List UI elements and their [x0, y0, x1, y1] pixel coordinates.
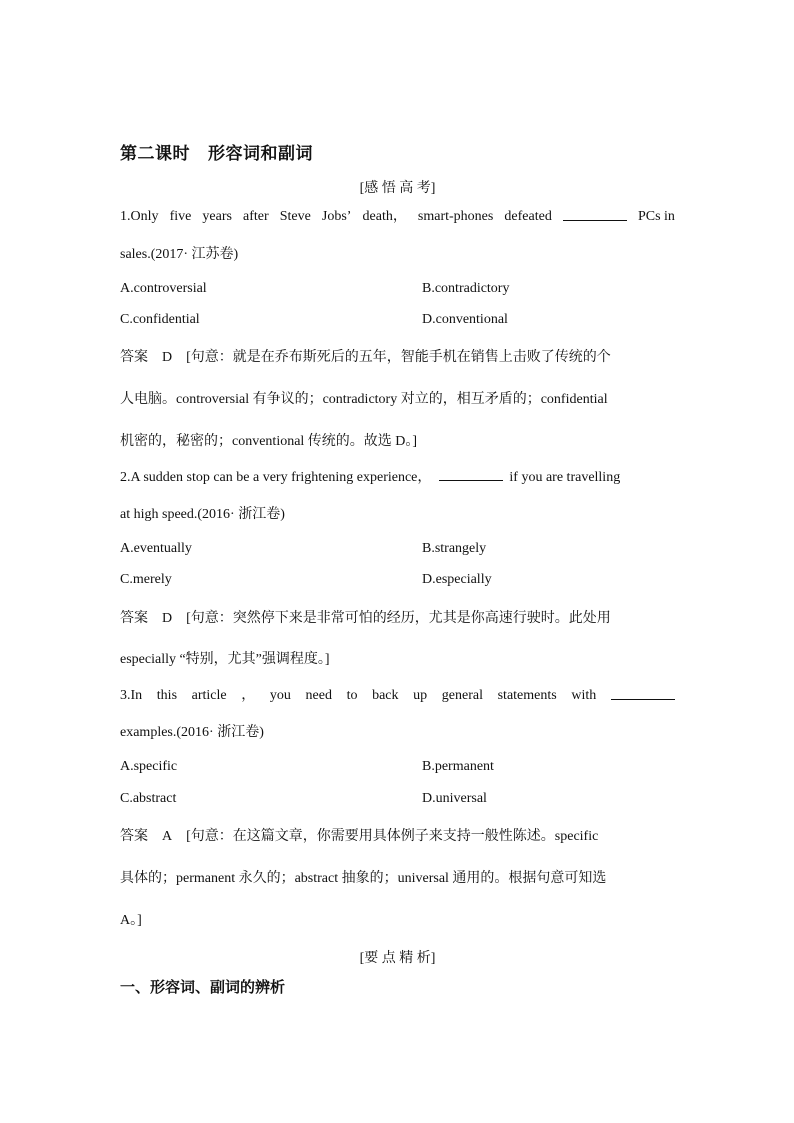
- q1-option-c: C.confidential: [120, 312, 200, 327]
- section-heading-exam: [感 悟 高 考]: [359, 181, 436, 196]
- answer-letter: D: [162, 350, 173, 365]
- question-1-line-1: 1.Only five years after Steve Jobs’ death， smart-phones defeated PCs in: [120, 209, 675, 224]
- question-1-line-2: sales.(2017· 江苏卷): [120, 247, 239, 262]
- q2-explanation-line-2: especially “特别，尤其”强调程度。]: [120, 652, 330, 667]
- question-2-line-2: at high speed.(2016· 浙江卷): [120, 507, 285, 522]
- q1-answer-line-1: 答案 D [句意：就是在乔布斯死后的五年，智能手机在销售上击败了传统的个: [120, 350, 611, 365]
- answer-letter: A: [162, 829, 173, 844]
- question-3-line-1: 3.In this article ， you need to back up general statements with: [120, 687, 675, 705]
- q2-option-d: D.especially: [422, 572, 492, 587]
- q2-option-b: B.strangely: [422, 541, 487, 556]
- q1-option-d: D.conventional: [422, 312, 508, 327]
- q3-explanation-line-3: A。]: [120, 913, 142, 928]
- q1-explanation-line-3: 机密的，秘密的；conventional 传统的。故选 D。]: [120, 434, 418, 449]
- q1-option-a: A.controversial: [120, 281, 207, 296]
- q3-answer-line-1: 答案 A [句意：在这篇文章，你需要用具体例子来支持一般性陈述。specific: [120, 829, 599, 844]
- q3-option-a: A.specific: [120, 759, 178, 774]
- question-2-line-1: 2.A sudden stop can be a very frightening experience， if you are travelling: [120, 470, 621, 485]
- lesson-topic: 形容词和副词: [208, 144, 313, 163]
- q2-answer-line-1: 答案 D [句意：突然停下来是非常可怕的经历，尤其是你高速行驶时。此处用: [120, 611, 611, 626]
- answer-label: 答案: [120, 611, 148, 626]
- q2-option-a: A.eventually: [120, 541, 192, 556]
- q3-option-d: D.universal: [422, 791, 487, 806]
- q2-option-c: C.merely: [120, 572, 172, 587]
- q3-option-c: C.abstract: [120, 791, 177, 806]
- subheading-adjective-adverb: 一、形容词、副词的辨析: [120, 980, 286, 996]
- question-3-line-2: examples.(2016· 浙江卷): [120, 725, 264, 740]
- q3-option-b: B.permanent: [422, 759, 494, 774]
- q3-explanation-line-2: 具体的；permanent 永久的；abstract 抽象的；universal 通用的。根据句意可知选: [120, 871, 607, 886]
- section-heading-key-points: [要 点 精 析]: [359, 951, 436, 966]
- answer-label: 答案: [120, 829, 148, 844]
- lesson-label: 第二课时: [120, 144, 190, 163]
- answer-label: 答案: [120, 350, 148, 365]
- answer-blank: [563, 208, 627, 221]
- page-title: [120, 139, 313, 164]
- answer-blank: [439, 468, 503, 481]
- q1-explanation-line-2: 人电脑。controversial 有争议的；contradictory 对立的，相互矛盾的；confidential: [120, 392, 608, 407]
- answer-blank: [611, 687, 675, 700]
- q1-option-b: B.contradictory: [422, 281, 510, 296]
- answer-letter: D: [162, 611, 173, 626]
